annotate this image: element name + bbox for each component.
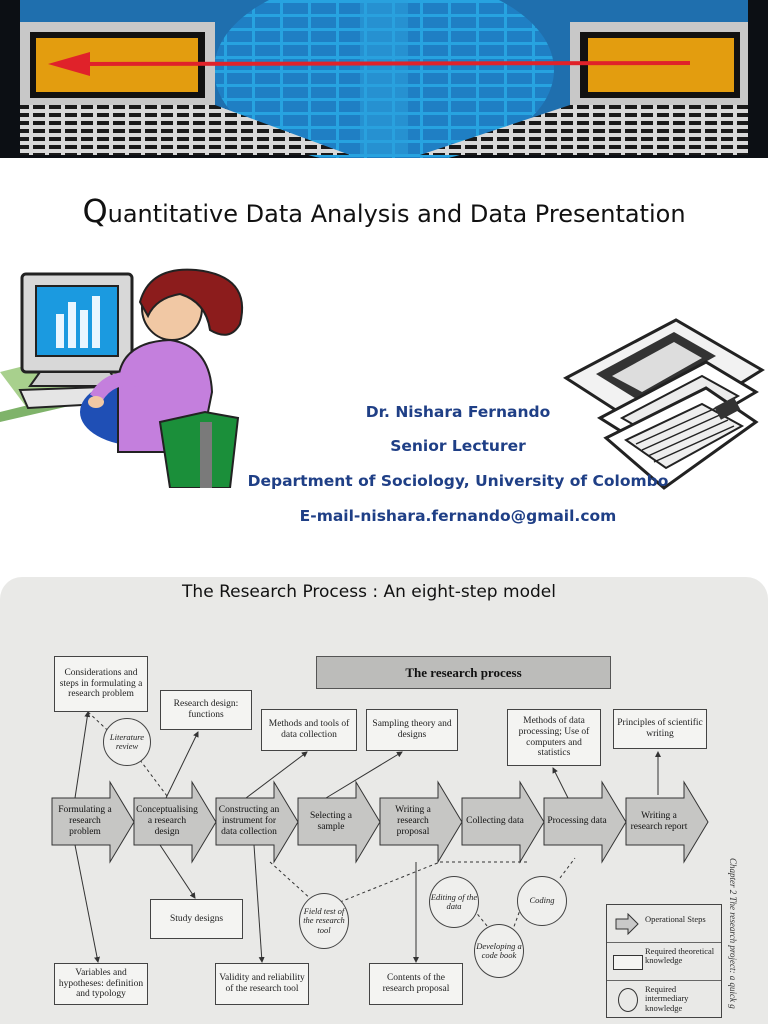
circle-icon [618, 988, 638, 1012]
box-methods-processing: Methods of data processing; Use of computers and statistics [507, 709, 601, 766]
step-label-4: Selecting a sample [310, 810, 352, 832]
circle-field-test: Field test of the research tool [299, 893, 349, 949]
legend-row-theoretical [607, 943, 721, 981]
research-process-slide-title: The Research Process : An eight-step model [182, 582, 556, 602]
box-study-designs: Study designs [150, 899, 243, 939]
slide-title-text: uantitative Data Analysis and Data Presentation [107, 200, 686, 228]
box-research-design-functions: Research design: functions [160, 690, 252, 730]
author-name: Dr. Nishara Fernando [365, 403, 551, 421]
step-label-3: Constructing an instrument for data collection [218, 805, 280, 837]
box-methods-tools: Methods and tools of data collection [261, 709, 357, 751]
circle-literature-review: Literature review [103, 718, 151, 766]
box-principles-writing: Principles of scientific writing [613, 709, 707, 749]
legend-operational-label: Operational Steps [645, 914, 706, 924]
step-label-5: Writing a research proposal [395, 805, 431, 837]
box-contents-proposal: Contents of the research proposal [369, 963, 463, 1005]
legend-row-operational [607, 905, 721, 943]
step-label-8: Writing a research report [630, 810, 688, 832]
box-variables-hypotheses: Variables and hypotheses: definition and typology [54, 963, 148, 1005]
step-label-7: Processing data [547, 816, 607, 827]
box-considerations: Considerations and steps in formulating a research problem [54, 656, 148, 712]
box-sampling-theory: Sampling theory and designs [366, 709, 458, 751]
diagram-title: The research process [316, 656, 611, 689]
legend-row-intermediary [607, 981, 721, 1017]
circle-developing-code-book: Developing a code book [474, 924, 524, 978]
box-validity-reliability: Validity and reliability of the research tool [215, 963, 309, 1005]
legend-theoretical-label: Required theoretical knowledge [645, 946, 715, 966]
author-department: Department of Sociology, University of Colombo [247, 472, 669, 490]
author-position: Senior Lecturer [390, 437, 526, 455]
author-email: E-mail-nishara.fernando@gmail.com [299, 507, 617, 525]
slide-title-initial: Q [82, 192, 108, 230]
diagram-legend [606, 904, 722, 1018]
step-label-1: Formulating a research problem [58, 805, 112, 837]
legend-intermediary-label: Required intermediary knowledge [645, 984, 689, 1013]
circle-editing: Editing of the data [429, 876, 479, 928]
book-side-caption-text: Chapter 2 The research project: a quick g [728, 858, 738, 1009]
circle-coding: Coding [517, 876, 567, 926]
book-side-caption [724, 858, 744, 1018]
arrow-icon [615, 913, 639, 935]
step-label-6: Collecting data [466, 816, 524, 827]
step-label-2: Conceptualising a research design [136, 805, 198, 837]
rectangle-icon [613, 955, 643, 970]
